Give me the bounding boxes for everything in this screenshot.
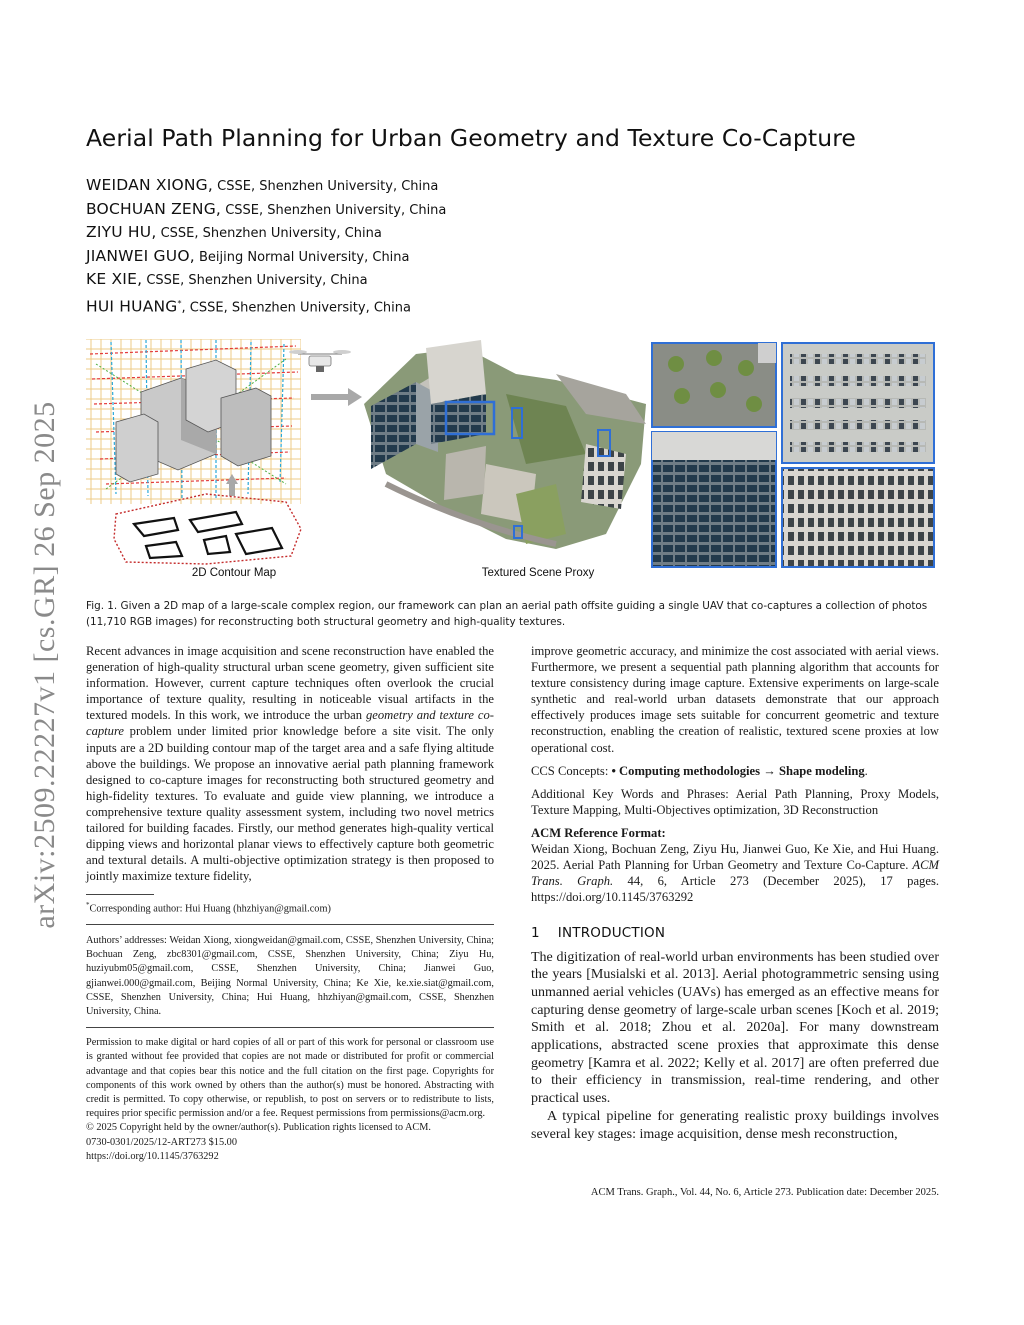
author-affiliation: Beijing Normal University, China — [194, 249, 410, 265]
ccs-concepts: CCS Concepts: • Computing methodologies → Shape modeling. — [531, 763, 868, 778]
author-name: KE XIE, — [86, 270, 143, 288]
doi-link[interactable]: https://doi.org/10.1145/3763292 — [86, 1150, 219, 1162]
section-heading-introduction: 1 INTRODUCTION — [531, 925, 666, 942]
textured-scene-proxy — [364, 340, 646, 549]
divider — [86, 1027, 494, 1028]
figure-caption: Fig. 1. Given a 2D map of a large-scale complex region, our framework can plan an aerial path offsite guiding a single UAV that co-captures a collection of photos (11,710 RGB images) for reconstructing both structural geometry and high-quality textures. — [86, 600, 928, 628]
left-column — [86, 643, 494, 1164]
author-line — [86, 292, 646, 316]
acm-reference-heading: ACM Reference Format: — [531, 825, 666, 840]
author-name: WEIDAN XIONG, — [86, 176, 214, 194]
paper-title: Aerial Path Planning for Urban Geometry and Texture Co-Capture — [86, 124, 856, 152]
author-line — [86, 174, 646, 198]
keywords: Additional Key Words and Phrases: Aerial Path Planning, Proxy Models, Texture Mapping, Multi-Objectives optimization, 3D Reconstruction — [531, 786, 939, 817]
permission-notice: Permission to make digital or hard copies of all or part of this work for personal or classroom use is granted without fee provided that copies are not made or distributed for profit or commercial advantage and that copies bear this notice and the full citation on the first page. Copyrights for components of this work owned by others than the author(s) must be honored. Abstracting with credit is permitted. To copy otherwise, or republish, to post on servers or to redistribute to lists, requires prior specific permission and/or a fee. Request permissions from permissions@acm.org. — [86, 1037, 494, 1120]
author-affiliation: CSSE, Shenzhen University, China — [156, 226, 382, 241]
author-addresses: Authors’ addresses: Weidan Xiong, xiongweidan@gmail.com, CSSE, Shenzhen University, China; Bochuan Zeng, zbc8301@gmail.com, CSSE, Shenzhen University, China; Ziyu Hu, huziyubm05@gmail.com, CSSE, Shenzhen University, China; Jianwei Guo, gjianwei.000@gmail.com, Beijing Normal University, China; Ke Xie, ke.xie.siat@gmail.com, CSSE, Shenzhen University, China; Hui Huang, hhzhiyan@gmail.com, CSSE, Shenzhen University, China. — [86, 935, 494, 1018]
footnote-rule — [86, 894, 154, 895]
author-line — [86, 198, 646, 222]
author-line — [86, 221, 646, 245]
detail-panel-trees — [652, 343, 776, 427]
corresponding-author-note: *Corresponding author: Hui Huang (hhzhiyan@gmail.com) — [86, 901, 331, 915]
detail-panel-parking — [782, 343, 934, 463]
intro-paragraph: A typical pipeline for generating realistic proxy buildings involves several key stages: image acquisition, dense mesh reconstruction, — [531, 1108, 939, 1142]
abstract-continued: improve geometric accuracy, and minimize the cost associated with aerial views. Furthermore, we present a sequential path planning algorithm that accounts for texture consistency during image capture. Extensive experiments on large-scale synthetic and real-world urban datasets demonstrate that our approach effectively produces image sets suitable for concurrent geometric and texture reconstruction, enabling the creation of realistic, textured scene proxies at low operational cost. — [531, 644, 939, 755]
scene-proxy-label: Textured Scene Proxy — [481, 567, 595, 579]
view-path-network — [86, 339, 301, 504]
corresponding-mark: * — [177, 298, 182, 308]
author-name: JIANWEI GUO, — [86, 246, 195, 265]
contour-map-label: 2D Contour Map — [191, 567, 277, 579]
contour-map — [114, 494, 301, 564]
arxiv-stamp: arXiv:2509.22227v1 [cs.GR] 26 Sep 2025 — [28, 401, 61, 929]
issn-line: 0730-0301/2025/12-ART273 $15.00 — [86, 1136, 237, 1148]
author-name: BOCHUAN ZENG, — [86, 199, 222, 218]
author-name: ZIYU HU, — [86, 223, 157, 241]
intro-paragraph: The digitization of real-world urban environments has been studied over the years [Musialski et al. 2013]. Aerial photogrammetric sensing using unmanned aerial vehicles (UAVs) has emerged as an effective means for capturing dense geometry of large-scale urban scenes [Koch et al. 2019; Smith et al. 2018; Zhou et al. 2020a]. For many downstream applications, abstracted scene proxies that approximate this dense geometry [Kamra et al. 2022; Kelly et al. 2017] are often preferred due to their efficiency in transmission, real-time rendering, and other practical uses. — [531, 949, 939, 1107]
author-affiliation: CSSE, Shenzhen University, China — [213, 179, 439, 194]
right-column — [531, 643, 939, 1143]
author-affiliation: CSSE, Shenzhen University, China — [142, 273, 368, 288]
acm-reference: Weidan Xiong, Bochuan Zeng, Ziyu Hu, Jianwei Guo, Ke Xie, and Hui Huang. 2025. Aerial Path Planning for Urban Geometry and Texture Co-Capture. ACM Trans. Graph. 44, 6, Article 273 (December 2025), 17 pages. https://doi.org/10.1145/3763292 — [531, 842, 939, 905]
page-footer: ACM Trans. Graph., Vol. 44, No. 6, Article 273. Publication date: December 2025. — [590, 1187, 939, 1198]
detail-panel-window-facade — [782, 468, 934, 567]
author-list — [86, 174, 646, 315]
abstract-paragraph: Recent advances in image acquisition and scene reconstruction have enabled the generation of high-quality structural urban scene geometry, given sufficient site information. However, current capture techniques often overlook the crucial importance of texture quality, resulting in noticeable visual artifacts in the textured models. In this work, we introduce the urban geometry and texture co-capture problem under limited prior knowledge before a site visit. The only inputs are a 2D building contour map of the target area and a safe flying altitude above the buildings. We propose an innovative aerial path planning framework designed to co-capture images for reconstructing both structured geometry and high-fidelity textures. To evaluate and guide view planning, we introduce a comprehensive texture quality assessment system, including two novel metrics tailored for building facades. Firstly, our method generates high-quality vertical dipping views and horizontal planar views to effectively capture both geometric and textural details. A multi-objective optimization strategy is then proposed to jointly maximize texture fidelity, — [86, 644, 494, 884]
teaser-figure — [86, 334, 940, 584]
copyright-line: © 2025 Copyright held by the owner/author(s). Publication rights licensed to ACM. — [86, 1122, 432, 1134]
author-affiliation: , CSSE, Shenzhen University, China — [181, 299, 411, 315]
author-line — [86, 268, 646, 292]
author-name: HUI HUANG — [86, 296, 178, 315]
author-line — [86, 245, 646, 269]
arrow-right-icon — [311, 388, 362, 406]
divider — [86, 924, 494, 925]
author-affiliation: CSSE, Shenzhen University, China — [221, 202, 447, 218]
detail-panel-glass-facade — [652, 432, 776, 567]
